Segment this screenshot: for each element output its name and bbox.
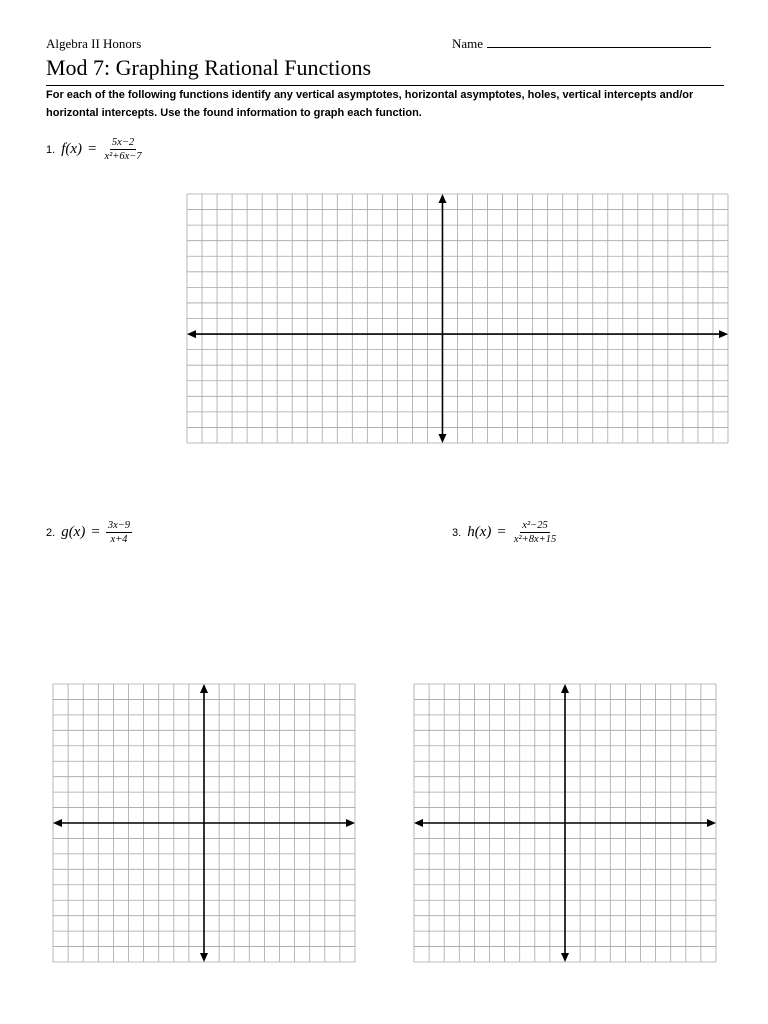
x-axis-right-arrow <box>707 819 716 827</box>
y-axis-up-arrow <box>438 194 446 203</box>
problem-number: 1. <box>46 143 56 156</box>
denominator: x²+6x−7 <box>104 151 142 162</box>
name-field <box>452 36 711 52</box>
equals-sign: = <box>88 141 97 157</box>
graph-grid-2 <box>52 683 356 963</box>
graph-grid-1 <box>186 193 729 444</box>
x-axis-right-arrow <box>346 819 355 827</box>
denominator: x²+8x+15 <box>513 534 557 545</box>
problem-number: 2. <box>46 526 56 539</box>
instructions: For each of the following functions identify any vertical asymptotes, horizontal asymptotes, holes, vertical intercepts and/or horizontal intercepts. Use the found information to graph each function. <box>46 89 694 119</box>
function-name: f(x) <box>61 141 83 157</box>
function-name: h(x) <box>467 524 492 540</box>
fraction <box>102 137 143 162</box>
denominator: x+4 <box>110 534 128 545</box>
fraction <box>512 520 558 545</box>
name-blank-line <box>487 37 711 48</box>
problem-2 <box>46 520 132 545</box>
problem-3 <box>452 520 558 545</box>
y-axis-down-arrow <box>200 953 208 962</box>
problem-1 <box>46 137 144 162</box>
problem-number: 3. <box>452 526 462 539</box>
course-name: Algebra II Honors <box>46 36 142 51</box>
function-name: g(x) <box>61 524 86 540</box>
name-label: Name <box>452 36 484 51</box>
equals-sign: = <box>497 524 506 540</box>
x-axis-left-arrow <box>53 819 62 827</box>
y-axis-up-arrow <box>561 684 569 693</box>
numerator: 3x−9 <box>107 520 131 531</box>
graph-grid-3 <box>413 683 717 963</box>
y-axis-up-arrow <box>200 684 208 693</box>
fraction <box>106 520 132 545</box>
x-axis-left-arrow <box>187 330 196 338</box>
y-axis-down-arrow <box>561 953 569 962</box>
equals-sign: = <box>91 524 100 540</box>
y-axis-down-arrow <box>438 434 446 443</box>
x-axis-right-arrow <box>719 330 728 338</box>
page-title: Mod 7: Graphing Rational Functions <box>46 55 372 80</box>
numerator: 5x−2 <box>111 137 135 148</box>
numerator: x²−25 <box>522 520 548 531</box>
x-axis-left-arrow <box>414 819 423 827</box>
